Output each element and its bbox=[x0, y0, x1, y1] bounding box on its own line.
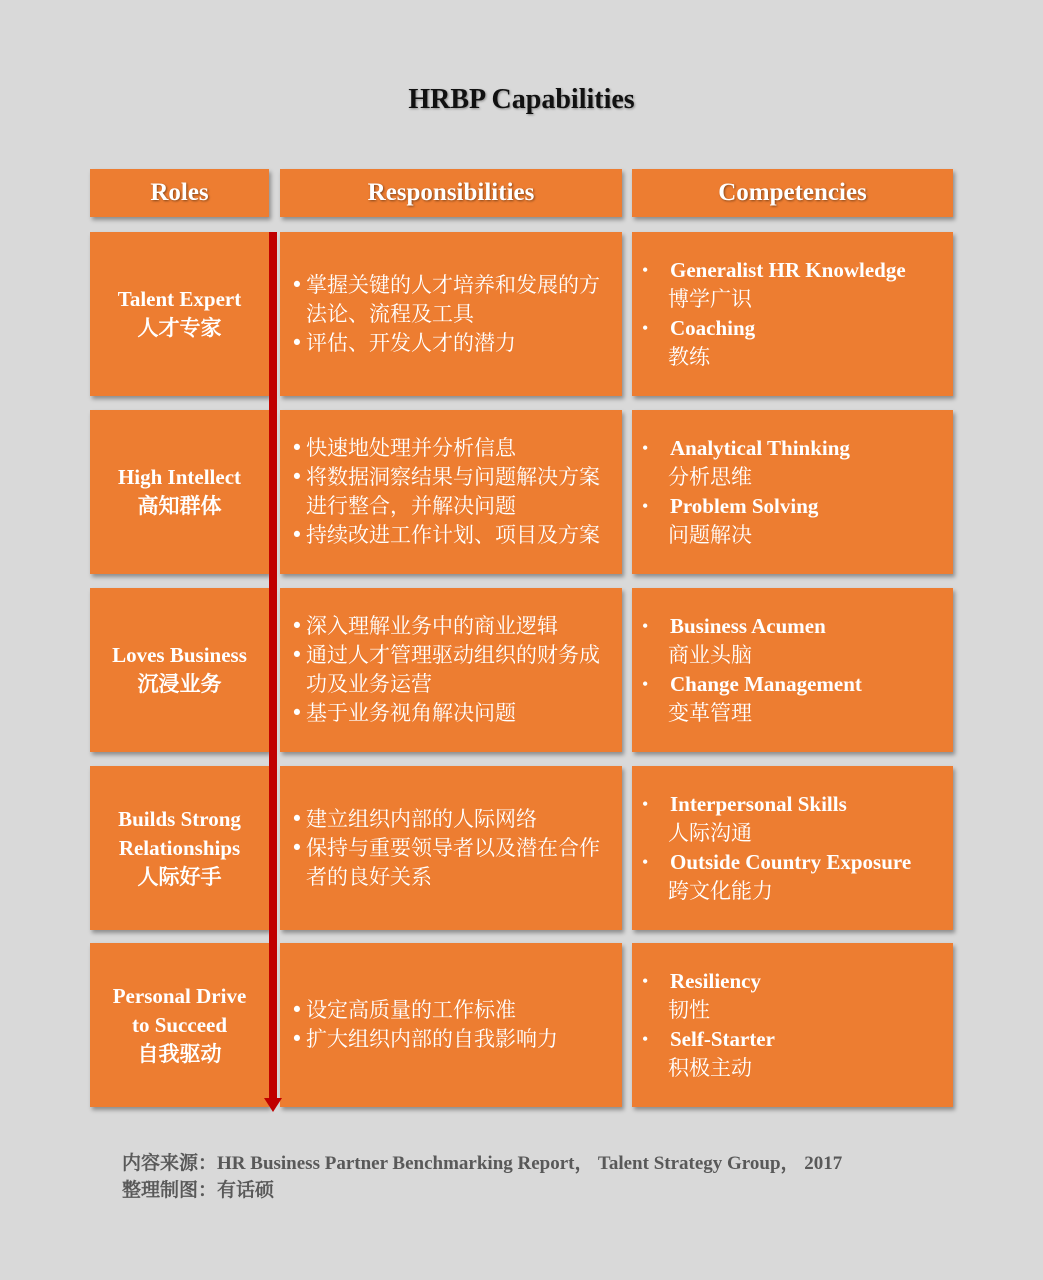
role-cell bbox=[90, 410, 269, 574]
competency-name-zh: 变革管理 bbox=[668, 701, 752, 725]
bullet-icon: • bbox=[290, 465, 304, 489]
role-name-en: Talent Expert bbox=[117, 287, 242, 311]
header-roles bbox=[90, 169, 269, 217]
role-cell bbox=[90, 943, 269, 1107]
role-name-zh: 沉浸业务 bbox=[137, 672, 222, 696]
competency-item bbox=[642, 1025, 947, 1083]
bullet-icon: • bbox=[642, 496, 649, 516]
competency-item bbox=[642, 790, 947, 848]
source-label: 内容来源： bbox=[122, 1152, 218, 1174]
responsibilities-cell bbox=[280, 588, 622, 752]
responsibility-item bbox=[288, 329, 608, 358]
responsibility-text: 设定高质量的工作标准 bbox=[306, 998, 516, 1022]
bullet-icon: • bbox=[290, 330, 304, 355]
bullet-icon: • bbox=[642, 852, 649, 872]
competency-item bbox=[642, 314, 947, 372]
responsibility-item bbox=[288, 463, 608, 521]
role-cell bbox=[90, 588, 269, 752]
header-competencies-label: Competencies bbox=[718, 179, 867, 206]
competency-name-zh: 问题解决 bbox=[668, 523, 752, 547]
bullet-icon: • bbox=[290, 835, 304, 860]
responsibility-item bbox=[288, 271, 608, 329]
competency-name-en: Analytical Thinking bbox=[670, 436, 850, 460]
bullet-icon: • bbox=[642, 260, 649, 280]
competency-name-zh: 人际沟通 bbox=[668, 821, 752, 845]
role-name-zh: 人际好手 bbox=[137, 864, 222, 889]
competency-name-zh: 博学广识 bbox=[668, 287, 752, 311]
bullet-icon: • bbox=[642, 318, 649, 338]
header-responsibilities bbox=[280, 169, 622, 217]
competency-name-en: Problem Solving bbox=[670, 494, 819, 518]
bullet-icon: • bbox=[290, 998, 304, 1022]
role-name-zh: 高知群体 bbox=[137, 494, 222, 518]
header-responsibilities-label: Responsibilities bbox=[367, 179, 535, 206]
competency-name-en: Business Acumen bbox=[670, 614, 826, 638]
responsibility-text: 基于业务视角解决问题 bbox=[306, 701, 516, 725]
source-line-1 bbox=[122, 1150, 922, 1177]
bullet-icon: • bbox=[290, 806, 304, 831]
responsibility-item bbox=[288, 1025, 608, 1054]
responsibility-item bbox=[288, 834, 608, 892]
competencies-cell bbox=[632, 588, 953, 752]
competency-name-en: Interpersonal Skills bbox=[670, 792, 847, 816]
competency-name-zh: 教练 bbox=[668, 345, 710, 369]
bullet-icon: • bbox=[642, 674, 649, 694]
responsibilities-cell bbox=[280, 410, 622, 574]
responsibility-item bbox=[288, 434, 608, 463]
header-roles-label: Roles bbox=[150, 179, 209, 206]
bullet-icon: • bbox=[642, 438, 649, 458]
responsibility-text: 将数据洞察结果与问题解决方案进行整合，并解决问题 bbox=[306, 465, 600, 518]
competency-item bbox=[642, 434, 947, 492]
competency-name-zh: 跨文化能力 bbox=[668, 879, 773, 903]
role-name-en: Builds Strong bbox=[118, 806, 241, 831]
role-name-en: Personal Drive bbox=[112, 983, 247, 1008]
bullet-icon: • bbox=[290, 614, 304, 638]
bullet-icon: • bbox=[290, 701, 304, 725]
responsibilities-cell bbox=[280, 766, 622, 930]
competency-name-en: Resiliency bbox=[670, 969, 761, 993]
page-title: HRBP Capabilities bbox=[408, 84, 635, 115]
bullet-icon: • bbox=[290, 272, 304, 297]
competencies-cell bbox=[632, 943, 953, 1107]
competency-name-en: Change Management bbox=[670, 672, 862, 696]
bullet-icon: • bbox=[642, 1029, 649, 1049]
competency-name-en: Self-Starter bbox=[670, 1027, 775, 1051]
competency-name-en: Outside Country Exposure bbox=[670, 850, 912, 874]
role-name-zh: 人才专家 bbox=[137, 316, 222, 340]
progression-arrow bbox=[264, 232, 282, 1112]
bullet-icon: • bbox=[290, 643, 304, 667]
competency-name-en: Coaching bbox=[670, 316, 756, 340]
responsibility-item bbox=[288, 996, 608, 1025]
competency-item bbox=[642, 670, 947, 728]
role-name-zh: 自我驱动 bbox=[137, 1041, 222, 1066]
competencies-cell bbox=[632, 410, 953, 574]
bullet-icon: • bbox=[290, 523, 304, 547]
responsibility-item bbox=[288, 699, 608, 728]
role-name-en: Relationships bbox=[118, 835, 241, 860]
role-cell bbox=[90, 232, 269, 396]
arrow-shaft bbox=[269, 232, 277, 1100]
competency-item bbox=[642, 612, 947, 670]
competency-name-zh: 积极主动 bbox=[668, 1056, 752, 1080]
role-name-en: High Intellect bbox=[117, 465, 242, 489]
responsibilities-cell bbox=[280, 943, 622, 1107]
competencies-cell bbox=[632, 232, 953, 396]
source-line-2: 整理制图：有话硕 bbox=[122, 1179, 275, 1201]
responsibility-item bbox=[288, 805, 608, 834]
competency-name-en: Generalist HR Knowledge bbox=[670, 258, 906, 282]
competency-item bbox=[642, 848, 947, 906]
bullet-icon: • bbox=[642, 794, 649, 814]
bullet-icon: • bbox=[290, 1027, 304, 1051]
competency-name-zh: 韧性 bbox=[668, 998, 710, 1022]
source-reference: HR Business Partner Benchmarking Report， Talent Strategy Group， 2017 bbox=[217, 1153, 843, 1174]
bullet-icon: • bbox=[642, 971, 649, 991]
responsibility-item bbox=[288, 612, 608, 641]
responsibility-text: 深入理解业务中的商业逻辑 bbox=[306, 614, 558, 638]
responsibility-text: 持续改进工作计划、项目及方案 bbox=[306, 523, 600, 547]
competency-name-zh: 分析思维 bbox=[668, 465, 752, 489]
competency-item bbox=[642, 967, 947, 1025]
role-name-en: Loves Business bbox=[112, 643, 247, 667]
competencies-cell bbox=[632, 766, 953, 930]
responsibility-text: 评估、开发人才的潜力 bbox=[306, 330, 516, 355]
responsibility-text: 快速地处理并分析信息 bbox=[306, 436, 516, 460]
bullet-icon: • bbox=[642, 616, 649, 636]
responsibility-text: 掌握关键的人才培养和发展的方法论、流程及工具 bbox=[306, 272, 600, 326]
bullet-icon: • bbox=[290, 436, 304, 460]
responsibility-text: 建立组织内部的人际网络 bbox=[306, 806, 537, 831]
role-name-en: to Succeed bbox=[131, 1012, 228, 1037]
competency-item bbox=[642, 256, 947, 314]
header-competencies bbox=[632, 169, 953, 217]
responsibility-item bbox=[288, 521, 608, 550]
competency-item bbox=[642, 492, 947, 550]
arrow-head bbox=[264, 1098, 282, 1112]
role-cell bbox=[90, 766, 269, 930]
responsibility-text: 保持与重要领导者以及潜在合作者的良好关系 bbox=[306, 835, 600, 889]
responsibility-text: 通过人才管理驱动组织的财务成功及业务运营 bbox=[306, 643, 600, 696]
responsibility-text: 扩大组织内部的自我影响力 bbox=[306, 1027, 558, 1051]
responsibility-item bbox=[288, 641, 608, 699]
competency-name-zh: 商业头脑 bbox=[668, 643, 752, 667]
source-note bbox=[122, 1150, 922, 1203]
responsibilities-cell bbox=[280, 232, 622, 396]
